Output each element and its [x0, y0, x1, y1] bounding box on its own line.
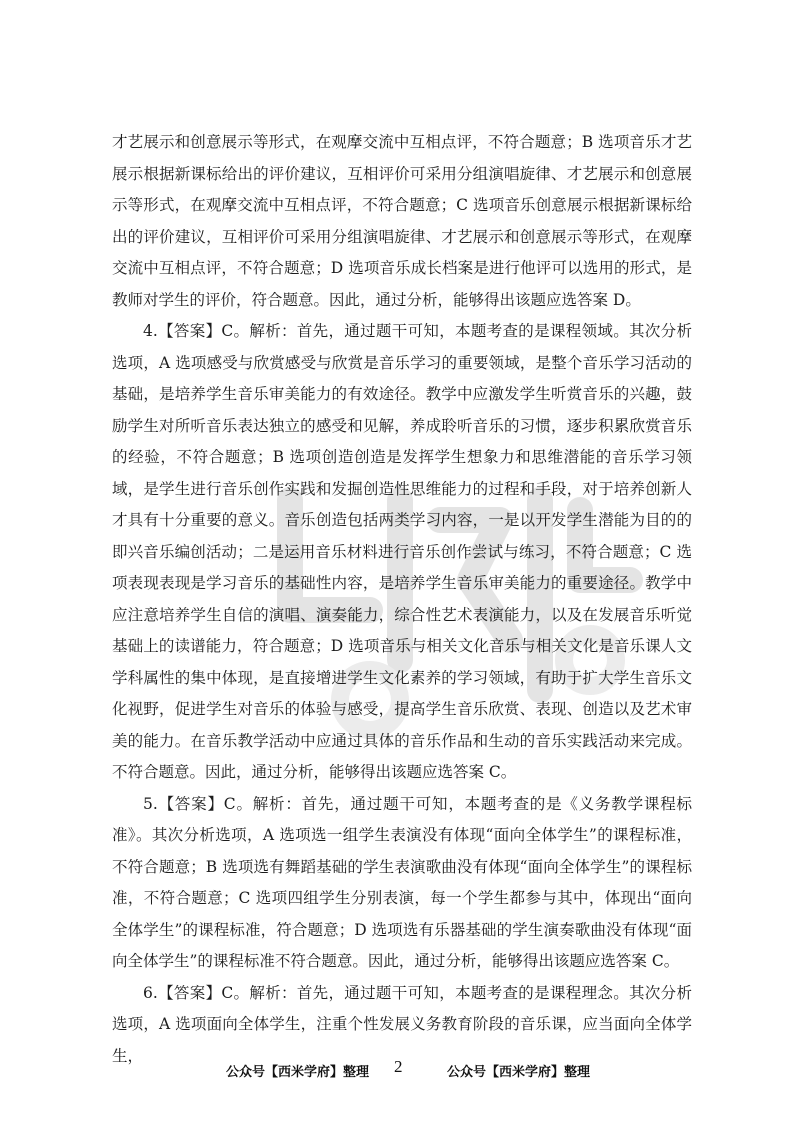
page-footer	[0, 1057, 800, 1087]
paragraph-answer-6: 6.【答案】C。解析：首先，通过题干可知，本题考查的是课程理念。其次分析选项，A 选项面向全体学生，注重个性发展义务教育阶段的音乐课，应当面向全体学生，	[112, 983, 692, 1065]
paragraph-answer-5: 5.【答案】C。解析：首先，通过题干可知，本题考查的是《义务教学课程标准》。其次分析选项，A 选项选一组学生表演没有体现“面向全体学生”的课程标准，不符合题意；B 选项选有舞蹈基础的学生表演歌曲没有体现“面向全体学生”的课程标准，不符合题意；C 选项四组学生分别表演，每一个学生都参与其中，体现出“面向全体学生”的课程标准，符合题意；D 选项选有乐器基础的学生演奏歌曲没有体现“面向全体学生”的课程标准不符合题意。因此，通过分析，能够得出该题应选答案 C。	[112, 794, 692, 970]
paragraph-continued: 才艺展示和创意展示等形式，在观摩交流中互相点评，不符合题意；B 选项音乐才艺展示根据新课标给出的评价建议，互相评价可采用分组演唱旋律、才艺展示和创意展示等形式，在观摩交流中互相点评，不符合题意；C 选项音乐创意展示根据新课标给出的评价建议，互相评价可采用分组演唱旋律、才艺展示和创意展示等形式，在观摩交流中互相点评，不符合题意；D 选项音乐成长档案是进行他评可以选用的形式，是教师对学生的评价，符合题意。因此，通过分析，能够得出该题应选答案 D。	[112, 133, 692, 309]
paragraph-answer-4: 4.【答案】C。解析：首先，通过题干可知，本题考查的是课程领域。其次分析选项，A 选项感受与欣赏感受与欣赏是音乐学习的重要领域，是整个音乐学习活动的基础，是培养学生音乐审美能力的有效途径。教学中应激发学生听赏音乐的兴趣，鼓励学生对所听音乐表达独立的感受和见解，养成聆听音乐的习惯，逐步积累欣赏音乐的经验，不符合题意；B 选项创造创造是发挥学生想象力和思维潜能的音乐学习领域，是学生进行音乐创作实践和发掘创造性思维能力的过程和手段，对于培养创新人才具有十分重要的意义。音乐创造包括两类学习内容，一是以开发学生潜能为目的的即兴音乐编创活动；二是运用音乐材料进行音乐创作尝试与练习，不符合题意；C 选项表现表现是学习音乐的基础性内容，是培养学生音乐审美能力的重要途径。教学中应注意培养学生自信的演唱、演奏能力，综合性艺术表演能力，以及在发展音乐听觉基础上的读谱能力，符合题意；D 选项音乐与相关文化音乐与相关文化是音乐课人文学科属性的集中体现，是直接增进学生文化素养的学习领域，有助于扩大学生音乐文化视野，促进学生对音乐的体验与感受，提高学生音乐欣赏、表现、创造以及艺术审美的能力。在音乐教学活动中应通过具体的音乐作品和生动的音乐实践活动来完成。不符合题意。因此，通过分析，能够得出该题应选答案 C。	[112, 322, 692, 781]
footer-source-right: 公众号【西米学府】整理	[447, 1065, 591, 1080]
page-number: 2	[394, 1057, 403, 1076]
answer-explanation-text	[112, 127, 692, 1072]
footer-source-left: 公众号【西米学府】整理	[226, 1065, 370, 1080]
